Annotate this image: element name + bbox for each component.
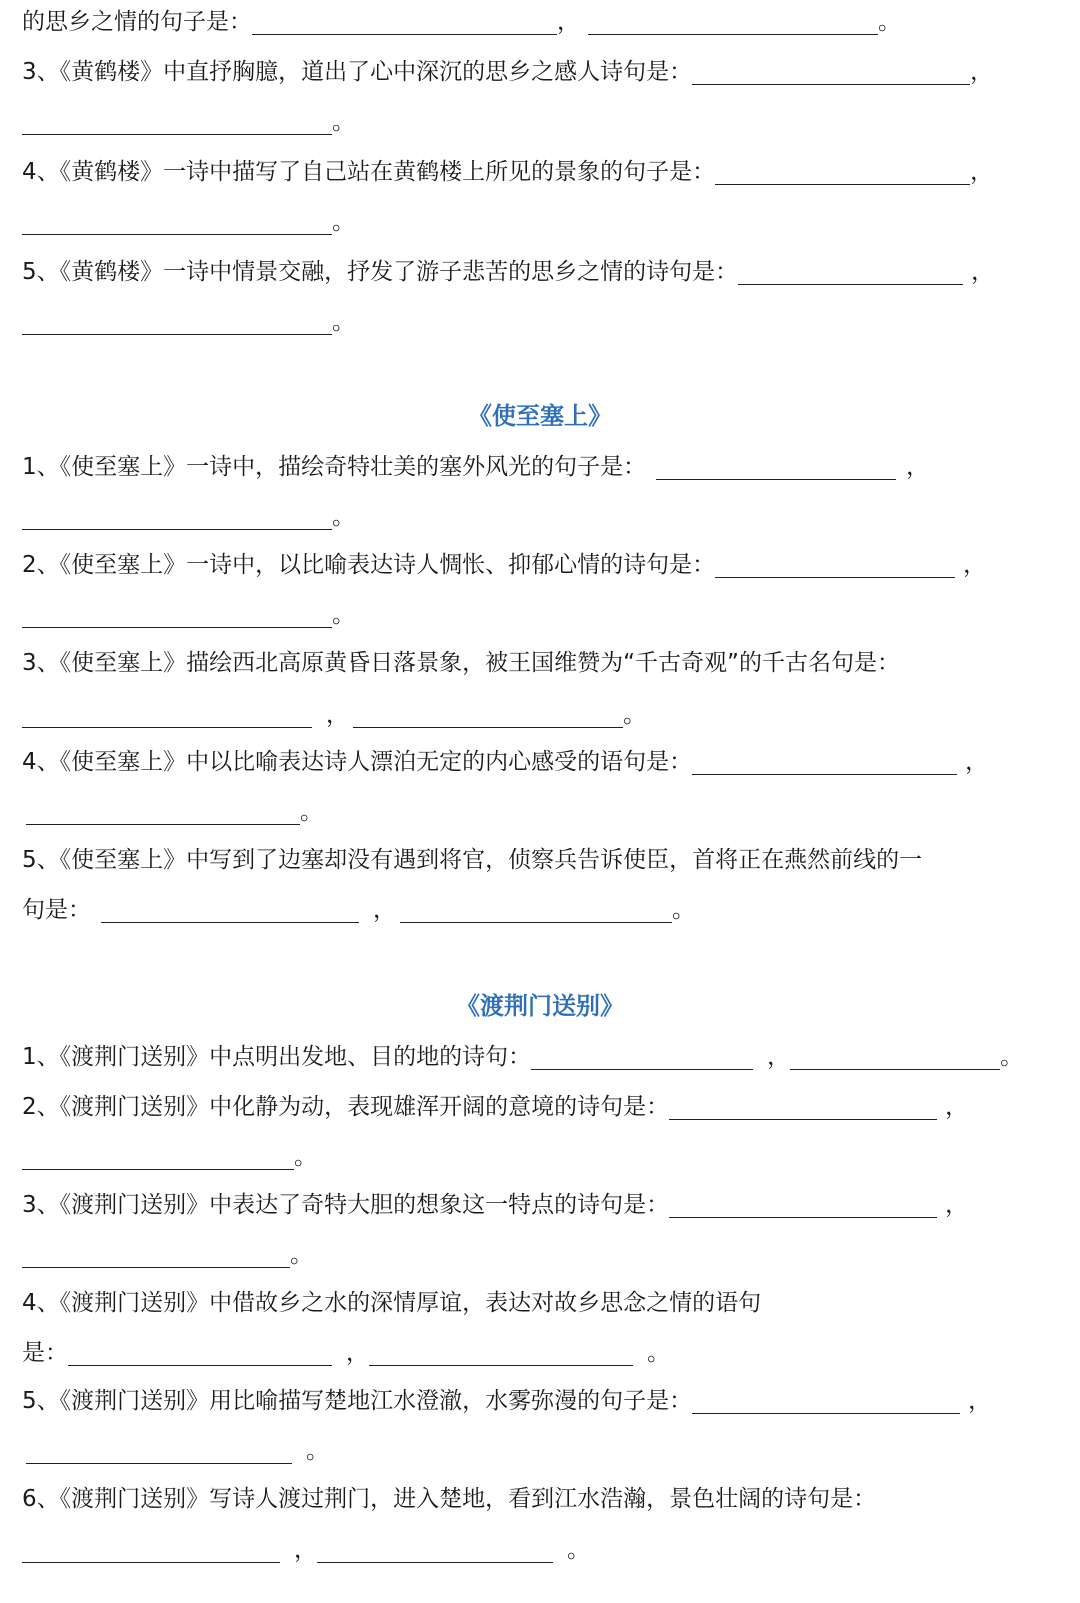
question-text: 3、《使至塞上》描绘西北高原黄昏日落景象，被王国维赞为“千古奇观”的千古名句是： (22, 650, 900, 676)
comma: ， (346, 1340, 369, 1366)
answer-blank[interactable] (669, 1093, 937, 1120)
answer-blank[interactable] (26, 1437, 292, 1464)
period: 。 (332, 109, 355, 135)
answer-blank[interactable] (692, 58, 970, 85)
answer-blank[interactable] (26, 798, 300, 825)
szss-q3-line (22, 643, 1058, 683)
answer-blank[interactable] (252, 8, 557, 35)
question-text: 5、《渡荆门送别》用比喻描写楚地江水澄澈，水雾弥漫的句子是： (22, 1388, 693, 1414)
question-text: 的思乡之情的句子是： (22, 9, 252, 35)
answer-blank[interactable] (22, 1536, 280, 1563)
answer-blank[interactable] (22, 1143, 294, 1170)
answer-blank[interactable] (692, 1387, 960, 1414)
answer-blank[interactable] (22, 601, 332, 628)
period: 。 (878, 9, 901, 35)
szss-q5-line2 (22, 890, 1058, 930)
period: 。 (672, 897, 695, 923)
comma: ， (294, 1537, 317, 1563)
djmsb-q6-line (22, 1479, 1058, 1519)
comma: ， (373, 897, 396, 923)
answer-blank[interactable] (22, 308, 332, 335)
answer-blank[interactable] (22, 701, 312, 728)
question-text: 4、《黄鹤楼》一诗中描写了自己站在黄鹤楼上所见的景象的句子是： (22, 159, 716, 185)
answer-blank[interactable] (656, 453, 896, 480)
section-title-djmsb: 《渡荆门送别》 (456, 992, 624, 1020)
question-text: 5、《黄鹤楼》一诗中情景交融，抒发了游子悲苦的思乡之情的诗句是： (22, 259, 739, 285)
answer-blank[interactable] (317, 1536, 553, 1563)
hhl-q3-line2 (22, 102, 1058, 142)
djmsb-q6-line2 (22, 1530, 1058, 1570)
question-text: 句是： (22, 897, 91, 923)
answer-blank[interactable] (22, 108, 332, 135)
szss-q1-line (22, 447, 1058, 487)
period: 。 (332, 602, 355, 628)
comma: ， (970, 59, 994, 85)
djmsb-q4-line (22, 1283, 1058, 1323)
question-text: 4、《渡荆门送别》中借故乡之水的深情厚谊，表达对故乡思念之情的语句 (22, 1290, 762, 1316)
comma: ， (767, 1044, 791, 1070)
hhl-q2-end-line (22, 2, 1058, 42)
answer-blank[interactable] (101, 896, 359, 923)
answer-blank[interactable] (400, 896, 672, 923)
question-text: 3、《黄鹤楼》中直抒胸臆，道出了心中深沉的思乡之感人诗句是： (22, 59, 693, 85)
szss-q1-line2 (22, 497, 1058, 537)
szss-q2-line (22, 545, 1058, 585)
answer-blank[interactable] (738, 258, 963, 285)
szss-q3-line2 (22, 695, 1058, 735)
djmsb-q5-line2 (22, 1431, 1058, 1471)
period: 。 (332, 209, 355, 235)
period: 。 (300, 799, 323, 825)
answer-blank[interactable] (353, 701, 623, 728)
period: 。 (1000, 1044, 1024, 1070)
comma: ， (906, 454, 930, 480)
djmsb-q2-line (22, 1087, 1058, 1127)
hhl-q3-line (22, 52, 1058, 92)
comma: ， (970, 159, 994, 185)
period: 。 (623, 702, 646, 728)
question-text: 1、《使至塞上》一诗中，描绘奇特壮美的塞外风光的句子是： (22, 454, 647, 480)
period: 。 (332, 504, 355, 530)
comma: ， (965, 749, 989, 775)
comma: ， (968, 1388, 992, 1414)
answer-blank[interactable] (715, 551, 955, 578)
hhl-q5-line (22, 252, 1058, 292)
answer-blank[interactable] (22, 208, 332, 235)
hhl-q4-line2 (22, 202, 1058, 242)
comma: ， (326, 702, 349, 728)
period: 。 (306, 1438, 329, 1464)
szss-q4-line (22, 742, 1058, 782)
question-text: 5、《使至塞上》中写到了边塞却没有遇到将官，侦察兵告诉使臣，首将正在燕然前线的一 (22, 847, 923, 873)
period: 。 (294, 1144, 317, 1170)
answer-blank[interactable] (588, 8, 878, 35)
comma: ， (971, 259, 995, 285)
section-title-szss: 《使至塞上》 (468, 402, 612, 430)
question-text: 3、《渡荆门送别》中表达了奇特大胆的想象这一特点的诗句是： (22, 1192, 670, 1218)
djmsb-q3-line2 (22, 1235, 1058, 1275)
question-text: 1、《渡荆门送别》中点明出发地、目的地的诗句： (22, 1044, 532, 1070)
szss-q2-line2 (22, 595, 1058, 635)
djmsb-q2-line2 (22, 1137, 1058, 1177)
comma: ， (557, 9, 580, 35)
period: 。 (647, 1340, 670, 1366)
question-text: 4、《使至塞上》中以比喻表达诗人漂泊无定的内心感受的语句是： (22, 749, 693, 775)
djmsb-q4-line2 (22, 1333, 1058, 1373)
szss-q5-line (22, 840, 1058, 880)
answer-blank[interactable] (369, 1339, 633, 1366)
djmsb-q3-line (22, 1185, 1058, 1225)
period: 。 (332, 309, 355, 335)
comma: ， (945, 1192, 969, 1218)
answer-blank[interactable] (715, 158, 970, 185)
hhl-q4-line (22, 152, 1058, 192)
comma: ， (945, 1094, 969, 1120)
answer-blank[interactable] (22, 503, 332, 530)
djmsb-q5-line (22, 1381, 1058, 1421)
answer-blank[interactable] (68, 1339, 332, 1366)
szss-q4-line2 (22, 792, 1058, 832)
answer-blank[interactable] (22, 1241, 290, 1268)
answer-blank[interactable] (669, 1191, 937, 1218)
question-text: 2、《渡荆门送别》中化静为动，表现雄浑开阔的意境的诗句是： (22, 1094, 670, 1120)
hhl-q5-line2 (22, 302, 1058, 342)
question-text: 是： (22, 1340, 68, 1366)
djmsb-q1-line (22, 1037, 1058, 1077)
answer-blank[interactable] (531, 1043, 753, 1070)
period: 。 (567, 1537, 590, 1563)
answer-blank[interactable] (790, 1043, 1000, 1070)
period: 。 (290, 1242, 313, 1268)
comma: ， (963, 552, 987, 578)
question-text: 6、《渡荆门送别》写诗人渡过荆门，进入楚地，看到江水浩瀚，景色壮阔的诗句是： (22, 1486, 877, 1512)
answer-blank[interactable] (692, 748, 957, 775)
question-text: 2、《使至塞上》一诗中，以比喻表达诗人惆怅、抑郁心情的诗句是： (22, 552, 716, 578)
